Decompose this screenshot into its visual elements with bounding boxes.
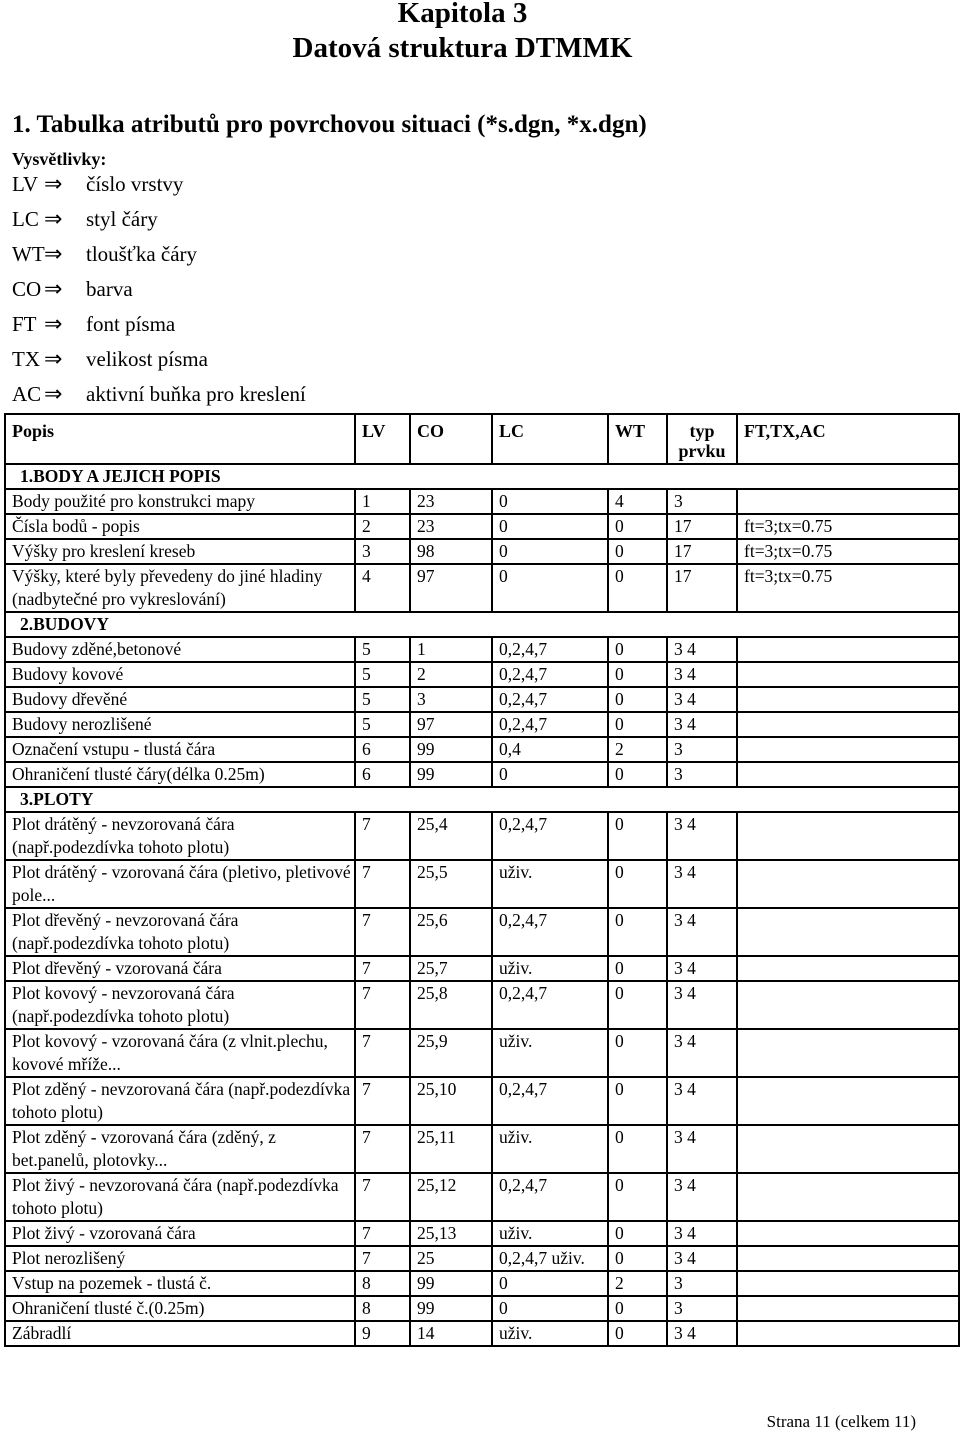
cell-popis: Budovy nerozlišené xyxy=(5,712,355,737)
table-row xyxy=(5,981,959,1029)
cell-lv: 3 xyxy=(355,539,410,564)
arrow-icon: ⇒ xyxy=(44,206,63,231)
cell-popis: Čísla bodů - popis xyxy=(5,514,355,539)
cell-lv: 5 xyxy=(355,637,410,662)
cell-popis: Plot živý - vzorovaná čára xyxy=(5,1221,355,1246)
cell-typ-prvku: 3 4 xyxy=(667,1077,737,1125)
cell-typ-prvku: 3 4 xyxy=(667,1221,737,1246)
cell-popis: Plot živý - nevzorovaná čára (např.podezdívka tohoto plotu) xyxy=(5,1173,355,1221)
cell-typ-prvku: 3 4 xyxy=(667,662,737,687)
cell-co: 25,10 xyxy=(410,1077,492,1125)
cell-typ-prvku: 3 4 xyxy=(667,860,737,908)
table-row xyxy=(5,908,959,956)
table-row xyxy=(5,860,959,908)
cell-wt: 0 xyxy=(608,514,667,539)
legend-item-lv: LV ⇒ číslo vrstvy xyxy=(12,171,184,196)
cell-typ-prvku: 3 4 xyxy=(667,637,737,662)
cell-ft-tx-ac xyxy=(737,687,959,712)
cell-lc: 0 xyxy=(492,1296,608,1321)
cell-co: 25,9 xyxy=(410,1029,492,1077)
cell-co: 25,12 xyxy=(410,1173,492,1221)
table-row xyxy=(5,539,959,564)
cell-lv: 7 xyxy=(355,1173,410,1221)
legend-item-ft: FT ⇒ font písma xyxy=(12,311,176,336)
cell-lc: 0 xyxy=(492,489,608,514)
cell-wt: 0 xyxy=(608,1077,667,1125)
cell-ft-tx-ac xyxy=(737,489,959,514)
cell-co: 99 xyxy=(410,762,492,787)
cell-lv: 7 xyxy=(355,908,410,956)
header-lv: LV xyxy=(355,414,410,464)
cell-lc: 0 xyxy=(492,514,608,539)
cell-typ-prvku: 3 4 xyxy=(667,1321,737,1346)
cell-ft-tx-ac xyxy=(737,1271,959,1296)
cell-popis: Výšky pro kreslení kreseb xyxy=(5,539,355,564)
cell-lc: 0,2,4,7 xyxy=(492,981,608,1029)
table-row xyxy=(5,1271,959,1296)
cell-lc: 0,2,4,7 xyxy=(492,812,608,860)
cell-ft-tx-ac: ft=3;tx=0.75 xyxy=(737,564,959,612)
table-group-row xyxy=(5,464,959,489)
cell-popis: Ohraničení tlusté čáry(délka 0.25m) xyxy=(5,762,355,787)
cell-popis: Plot dřevěný - nevzorovaná čára (např.podezdívka tohoto plotu) xyxy=(5,908,355,956)
cell-ft-tx-ac xyxy=(737,637,959,662)
arrow-icon: ⇒ xyxy=(44,381,63,406)
cell-co: 3 xyxy=(410,687,492,712)
cell-ft-tx-ac xyxy=(737,662,959,687)
cell-typ-prvku: 3 xyxy=(667,1296,737,1321)
cell-lv: 7 xyxy=(355,981,410,1029)
attribute-table xyxy=(4,413,960,1347)
cell-popis: Plot kovový - nevzorovaná čára (např.podezdívka tohoto plotu) xyxy=(5,981,355,1029)
cell-popis: Budovy dřevěné xyxy=(5,687,355,712)
cell-lv: 5 xyxy=(355,662,410,687)
legend-title: Vysvětlivky: xyxy=(12,149,107,169)
cell-ft-tx-ac: ft=3;tx=0.75 xyxy=(737,539,959,564)
table-group-row xyxy=(5,612,959,637)
cell-co: 25,5 xyxy=(410,860,492,908)
header-typ-prvku: typ prvku xyxy=(667,414,737,464)
legend-item-lc: LC ⇒ styl čáry xyxy=(12,206,158,231)
cell-lc: uživ. xyxy=(492,1221,608,1246)
cell-typ-prvku: 3 xyxy=(667,489,737,514)
cell-wt: 0 xyxy=(608,1246,667,1271)
cell-lc: uživ. xyxy=(492,1125,608,1173)
cell-lc: 0,2,4,7 uživ. xyxy=(492,1246,608,1271)
cell-lc: 0,2,4,7 xyxy=(492,1077,608,1125)
page-number: Strana 11 (celkem 11) xyxy=(766,1412,916,1431)
header-ft-tx-ac: FT,TX,AC xyxy=(737,414,959,464)
table-row xyxy=(5,489,959,514)
cell-popis: Plot kovový - vzorovaná čára (z vlnit.plechu, kovové mříže... xyxy=(5,1029,355,1077)
cell-wt: 0 xyxy=(608,812,667,860)
cell-lv: 2 xyxy=(355,514,410,539)
cell-wt: 0 xyxy=(608,1321,667,1346)
cell-co: 99 xyxy=(410,1296,492,1321)
table-row xyxy=(5,1321,959,1346)
section-heading: 1. Tabulka atributů pro povrchovou situaci (*s.dgn, *x.dgn) xyxy=(12,111,647,138)
cell-ft-tx-ac xyxy=(737,737,959,762)
cell-lv: 7 xyxy=(355,1029,410,1077)
cell-popis: Plot drátěný - vzorovaná čára (pletivo, pletivové pole... xyxy=(5,860,355,908)
cell-popis: Plot nerozlišený xyxy=(5,1246,355,1271)
cell-ft-tx-ac xyxy=(737,1029,959,1077)
cell-wt: 0 xyxy=(608,539,667,564)
cell-ft-tx-ac xyxy=(737,908,959,956)
cell-lc: 0,2,4,7 xyxy=(492,908,608,956)
cell-ft-tx-ac xyxy=(737,1246,959,1271)
cell-lv: 5 xyxy=(355,712,410,737)
table-row xyxy=(5,1029,959,1077)
cell-wt: 2 xyxy=(608,1271,667,1296)
cell-typ-prvku: 3 4 xyxy=(667,1246,737,1271)
table-group-row xyxy=(5,787,959,812)
cell-ft-tx-ac xyxy=(737,981,959,1029)
cell-co: 25,8 xyxy=(410,981,492,1029)
cell-typ-prvku: 3 xyxy=(667,1271,737,1296)
table-row xyxy=(5,812,959,860)
cell-co: 99 xyxy=(410,1271,492,1296)
cell-popis: Zábradlí xyxy=(5,1321,355,1346)
cell-ft-tx-ac xyxy=(737,762,959,787)
cell-co: 2 xyxy=(410,662,492,687)
cell-lc: 0 xyxy=(492,539,608,564)
cell-ft-tx-ac xyxy=(737,1321,959,1346)
cell-lv: 7 xyxy=(355,956,410,981)
cell-typ-prvku: 3 4 xyxy=(667,1173,737,1221)
table-row xyxy=(5,687,959,712)
cell-lv: 7 xyxy=(355,1246,410,1271)
header-co: CO xyxy=(410,414,492,464)
table-row xyxy=(5,737,959,762)
cell-lc: 0 xyxy=(492,1271,608,1296)
cell-popis: Budovy zděné,betonové xyxy=(5,637,355,662)
cell-typ-prvku: 3 4 xyxy=(667,908,737,956)
cell-wt: 0 xyxy=(608,1173,667,1221)
cell-typ-prvku: 3 xyxy=(667,762,737,787)
table-row xyxy=(5,1246,959,1271)
header-lc: LC xyxy=(492,414,608,464)
cell-ft-tx-ac xyxy=(737,812,959,860)
cell-popis: Vstup na pozemek - tlustá č. xyxy=(5,1271,355,1296)
chapter-title: Datová struktura DTMMK xyxy=(292,32,633,64)
cell-co: 25,4 xyxy=(410,812,492,860)
cell-co: 99 xyxy=(410,737,492,762)
cell-wt: 0 xyxy=(608,762,667,787)
group-title: 2.BUDOVY xyxy=(5,612,959,637)
table-row xyxy=(5,1077,959,1125)
cell-wt: 0 xyxy=(608,662,667,687)
chapter-heading: Kapitola 3 xyxy=(397,0,528,29)
cell-typ-prvku: 3 xyxy=(667,737,737,762)
cell-wt: 0 xyxy=(608,564,667,612)
cell-typ-prvku: 17 xyxy=(667,539,737,564)
cell-wt: 4 xyxy=(608,489,667,514)
cell-typ-prvku: 17 xyxy=(667,514,737,539)
cell-ft-tx-ac xyxy=(737,1125,959,1173)
cell-typ-prvku: 3 4 xyxy=(667,1029,737,1077)
cell-popis: Plot dřevěný - vzorovaná čára xyxy=(5,956,355,981)
arrow-icon: ⇒ xyxy=(44,241,63,266)
cell-lc: 0,4 xyxy=(492,737,608,762)
cell-wt: 0 xyxy=(608,1029,667,1077)
cell-wt: 0 xyxy=(608,1125,667,1173)
cell-lv: 7 xyxy=(355,860,410,908)
group-title: 1.BODY A JEJICH POPIS xyxy=(5,464,959,489)
cell-ft-tx-ac xyxy=(737,1296,959,1321)
cell-co: 97 xyxy=(410,712,492,737)
cell-lv: 7 xyxy=(355,1221,410,1246)
cell-typ-prvku: 3 4 xyxy=(667,812,737,860)
cell-wt: 0 xyxy=(608,981,667,1029)
cell-lv: 8 xyxy=(355,1296,410,1321)
cell-lc: 0 xyxy=(492,762,608,787)
cell-wt: 0 xyxy=(608,712,667,737)
cell-popis: Ohraničení tlusté č.(0.25m) xyxy=(5,1296,355,1321)
cell-ft-tx-ac xyxy=(737,860,959,908)
cell-co: 97 xyxy=(410,564,492,612)
arrow-icon: ⇒ xyxy=(44,311,63,336)
table-row xyxy=(5,637,959,662)
legend-item-ac: AC ⇒ aktivní buňka pro kreslení xyxy=(12,381,306,406)
cell-typ-prvku: 3 4 xyxy=(667,956,737,981)
cell-ft-tx-ac: ft=3;tx=0.75 xyxy=(737,514,959,539)
table-row xyxy=(5,564,959,612)
cell-popis: Výšky, které byly převedeny do jiné hladiny (nadbytečné pro vykreslování) xyxy=(5,564,355,612)
header-wt: WT xyxy=(608,414,667,464)
cell-co: 98 xyxy=(410,539,492,564)
cell-lv: 7 xyxy=(355,1077,410,1125)
legend-item-wt: WT⇒ tloušťka čáry xyxy=(12,241,198,266)
cell-lv: 1 xyxy=(355,489,410,514)
group-title: 3.PLOTY xyxy=(5,787,959,812)
cell-lc: uživ. xyxy=(492,1029,608,1077)
cell-co: 23 xyxy=(410,514,492,539)
cell-ft-tx-ac xyxy=(737,712,959,737)
cell-popis: Označení vstupu - tlustá čára xyxy=(5,737,355,762)
cell-ft-tx-ac xyxy=(737,956,959,981)
cell-popis: Plot zděný - vzorovaná čára (zděný, z bet.panelů, plotovky... xyxy=(5,1125,355,1173)
table-row xyxy=(5,1221,959,1246)
cell-co: 23 xyxy=(410,489,492,514)
cell-typ-prvku: 3 4 xyxy=(667,1125,737,1173)
cell-co: 14 xyxy=(410,1321,492,1346)
cell-typ-prvku: 3 4 xyxy=(667,687,737,712)
cell-lc: uživ. xyxy=(492,1321,608,1346)
table-row xyxy=(5,956,959,981)
table-row xyxy=(5,1173,959,1221)
cell-co: 25,11 xyxy=(410,1125,492,1173)
table-row xyxy=(5,514,959,539)
cell-typ-prvku: 3 4 xyxy=(667,712,737,737)
cell-wt: 2 xyxy=(608,737,667,762)
cell-lc: 0,2,4,7 xyxy=(492,687,608,712)
cell-typ-prvku: 3 4 xyxy=(667,981,737,1029)
cell-lc: uživ. xyxy=(492,860,608,908)
cell-popis: Budovy kovové xyxy=(5,662,355,687)
cell-popis: Plot zděný - nevzorovaná čára (např.podezdívka tohoto plotu) xyxy=(5,1077,355,1125)
header-popis: Popis xyxy=(5,414,355,464)
cell-wt: 0 xyxy=(608,908,667,956)
cell-lc: uživ. xyxy=(492,956,608,981)
cell-lc: 0,2,4,7 xyxy=(492,662,608,687)
table-row xyxy=(5,762,959,787)
table-row xyxy=(5,712,959,737)
cell-lv: 7 xyxy=(355,1125,410,1173)
table-row xyxy=(5,1296,959,1321)
cell-ft-tx-ac xyxy=(737,1221,959,1246)
table-header-row xyxy=(5,414,959,464)
cell-lc: 0,2,4,7 xyxy=(492,1173,608,1221)
cell-lv: 5 xyxy=(355,687,410,712)
cell-co: 25,6 xyxy=(410,908,492,956)
cell-lv: 9 xyxy=(355,1321,410,1346)
cell-lv: 6 xyxy=(355,737,410,762)
cell-typ-prvku: 17 xyxy=(667,564,737,612)
arrow-icon: ⇒ xyxy=(44,171,63,196)
cell-wt: 0 xyxy=(608,1296,667,1321)
cell-ft-tx-ac xyxy=(737,1173,959,1221)
cell-lv: 8 xyxy=(355,1271,410,1296)
cell-co: 25,7 xyxy=(410,956,492,981)
arrow-icon: ⇒ xyxy=(44,346,63,371)
cell-lc: 0,2,4,7 xyxy=(492,712,608,737)
table-row xyxy=(5,1125,959,1173)
cell-lc: 0,2,4,7 xyxy=(492,637,608,662)
legend-item-co: CO ⇒ barva xyxy=(12,276,133,301)
arrow-icon: ⇒ xyxy=(44,276,63,301)
cell-wt: 0 xyxy=(608,1221,667,1246)
cell-wt: 0 xyxy=(608,860,667,908)
legend-item-tx: TX ⇒ velikost písma xyxy=(12,346,208,371)
cell-popis: Body použité pro konstrukci mapy xyxy=(5,489,355,514)
cell-ft-tx-ac xyxy=(737,1077,959,1125)
table-row xyxy=(5,662,959,687)
cell-co: 25,13 xyxy=(410,1221,492,1246)
cell-lc: 0 xyxy=(492,564,608,612)
cell-wt: 0 xyxy=(608,687,667,712)
cell-co: 1 xyxy=(410,637,492,662)
cell-wt: 0 xyxy=(608,637,667,662)
cell-wt: 0 xyxy=(608,956,667,981)
cell-lv: 7 xyxy=(355,812,410,860)
cell-co: 25 xyxy=(410,1246,492,1271)
cell-lv: 4 xyxy=(355,564,410,612)
cell-popis: Plot drátěný - nevzorovaná čára (např.podezdívka tohoto plotu) xyxy=(5,812,355,860)
cell-lv: 6 xyxy=(355,762,410,787)
